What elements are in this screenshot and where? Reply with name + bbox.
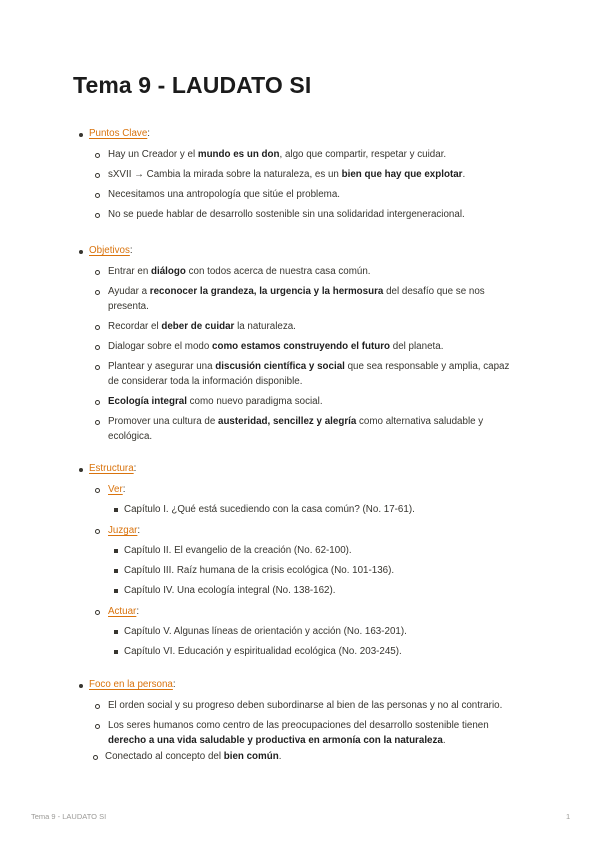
subsection-ver: Ver: bbox=[108, 484, 126, 495]
list-item: Plantear y asegurar una discusión científica y social que sea responsable y amplia, capaz de considerar toda la información disponible. bbox=[108, 361, 510, 387]
bullet-circle bbox=[95, 153, 100, 158]
list-item: Recordar el deber de cuidar la naturaleza. bbox=[108, 321, 296, 332]
list-item: Capítulo V. Algunas líneas de orientación y acción (No. 163-201). bbox=[124, 626, 407, 637]
bullet-circle bbox=[95, 400, 100, 405]
list-item: Capítulo VI. Educación y espiritualidad ecológica (No. 203-245). bbox=[124, 646, 402, 657]
bullet-circle bbox=[95, 345, 100, 350]
list-item: Dialogar sobre el modo como estamos construyendo el futuro del planeta. bbox=[108, 341, 444, 352]
list-item: Capítulo II. El evangelio de la creación (No. 62-100). bbox=[124, 545, 352, 556]
subsection-juzgar: Juzgar: bbox=[108, 525, 141, 536]
page-number: 1 bbox=[566, 812, 571, 821]
list-item: Ecología integral como nuevo paradigma social. bbox=[108, 396, 323, 407]
bullet-circle bbox=[95, 270, 100, 275]
list-item: Conectado al concepto del bien común. bbox=[105, 751, 282, 762]
list-item: sXVII → Cambia la mirada sobre la naturaleza, es un bien que hay que explotar. bbox=[108, 169, 466, 180]
list-item: Hay un Creador y el mundo es un don, algo que compartir, respetar y cuidar. bbox=[108, 149, 447, 160]
bullet-circle bbox=[95, 610, 100, 615]
list-item: No se puede hablar de desarrollo sostenible sin una solidaridad intergeneracional. bbox=[108, 209, 465, 220]
list-item: Capítulo III. Raíz humana de la crisis ecológica (No. 101-136). bbox=[124, 565, 395, 576]
bullet-disc bbox=[79, 133, 83, 137]
list-item: Los seres humanos como centro de las preocupaciones del desarrollo sostenible tienen derecho a una vida saludable y productiva en armonía con la naturaleza. bbox=[108, 720, 489, 746]
bullet-circle bbox=[93, 755, 98, 760]
list-item: El orden social y su progreso deben subordinarse al bien de las personas y no al contrario. bbox=[108, 700, 503, 711]
bullet-circle bbox=[95, 420, 100, 425]
footer-title: Tema 9 - LAUDATO SI bbox=[31, 812, 107, 821]
bullet-square bbox=[114, 508, 118, 512]
bullet-circle bbox=[95, 724, 100, 729]
bullet-circle bbox=[95, 213, 100, 218]
list-item: Capítulo IV. Una ecología integral (No. 138-162). bbox=[124, 585, 336, 596]
bullet-circle bbox=[95, 290, 100, 295]
section-heading-objetivos: Objetivos: bbox=[89, 245, 133, 256]
list-item: Ayudar a reconocer la grandeza, la urgencia y la hermosura del desafío que se nos presenta. bbox=[108, 286, 485, 312]
bullet-square bbox=[114, 650, 118, 654]
list-item: Promover una cultura de austeridad, sencillez y alegría como alternativa saludable y ecológica. bbox=[108, 416, 484, 442]
bullet-square bbox=[114, 630, 118, 634]
bullet-disc bbox=[79, 684, 83, 688]
bullet-circle bbox=[95, 325, 100, 330]
list-item: Necesitamos una antropología que sitúe el problema. bbox=[108, 189, 341, 200]
list-item: Capítulo I. ¿Qué está sucediendo con la casa común? (No. 17-61). bbox=[124, 504, 415, 515]
page-title: Tema 9 - LAUDATO SI bbox=[73, 72, 312, 98]
bullet-circle bbox=[95, 488, 100, 493]
list-item: Entrar en diálogo con todos acerca de nuestra casa común. bbox=[108, 266, 371, 277]
section-heading-foco-persona: Foco en la persona: bbox=[89, 679, 176, 690]
bullet-disc bbox=[79, 250, 83, 254]
bullet-square bbox=[114, 589, 118, 593]
section-heading-puntos-clave: Puntos Clave: bbox=[89, 128, 151, 139]
bullet-circle bbox=[95, 529, 100, 534]
bullet-disc bbox=[79, 468, 83, 472]
bullet-circle bbox=[95, 365, 100, 370]
subsection-actuar: Actuar: bbox=[108, 606, 140, 617]
bullet-circle bbox=[95, 173, 100, 178]
section-heading-estructura: Estructura: bbox=[89, 463, 137, 474]
bullet-circle bbox=[95, 193, 100, 198]
bullet-circle bbox=[95, 704, 100, 709]
bullet-square bbox=[114, 569, 118, 573]
bullet-square bbox=[114, 549, 118, 553]
